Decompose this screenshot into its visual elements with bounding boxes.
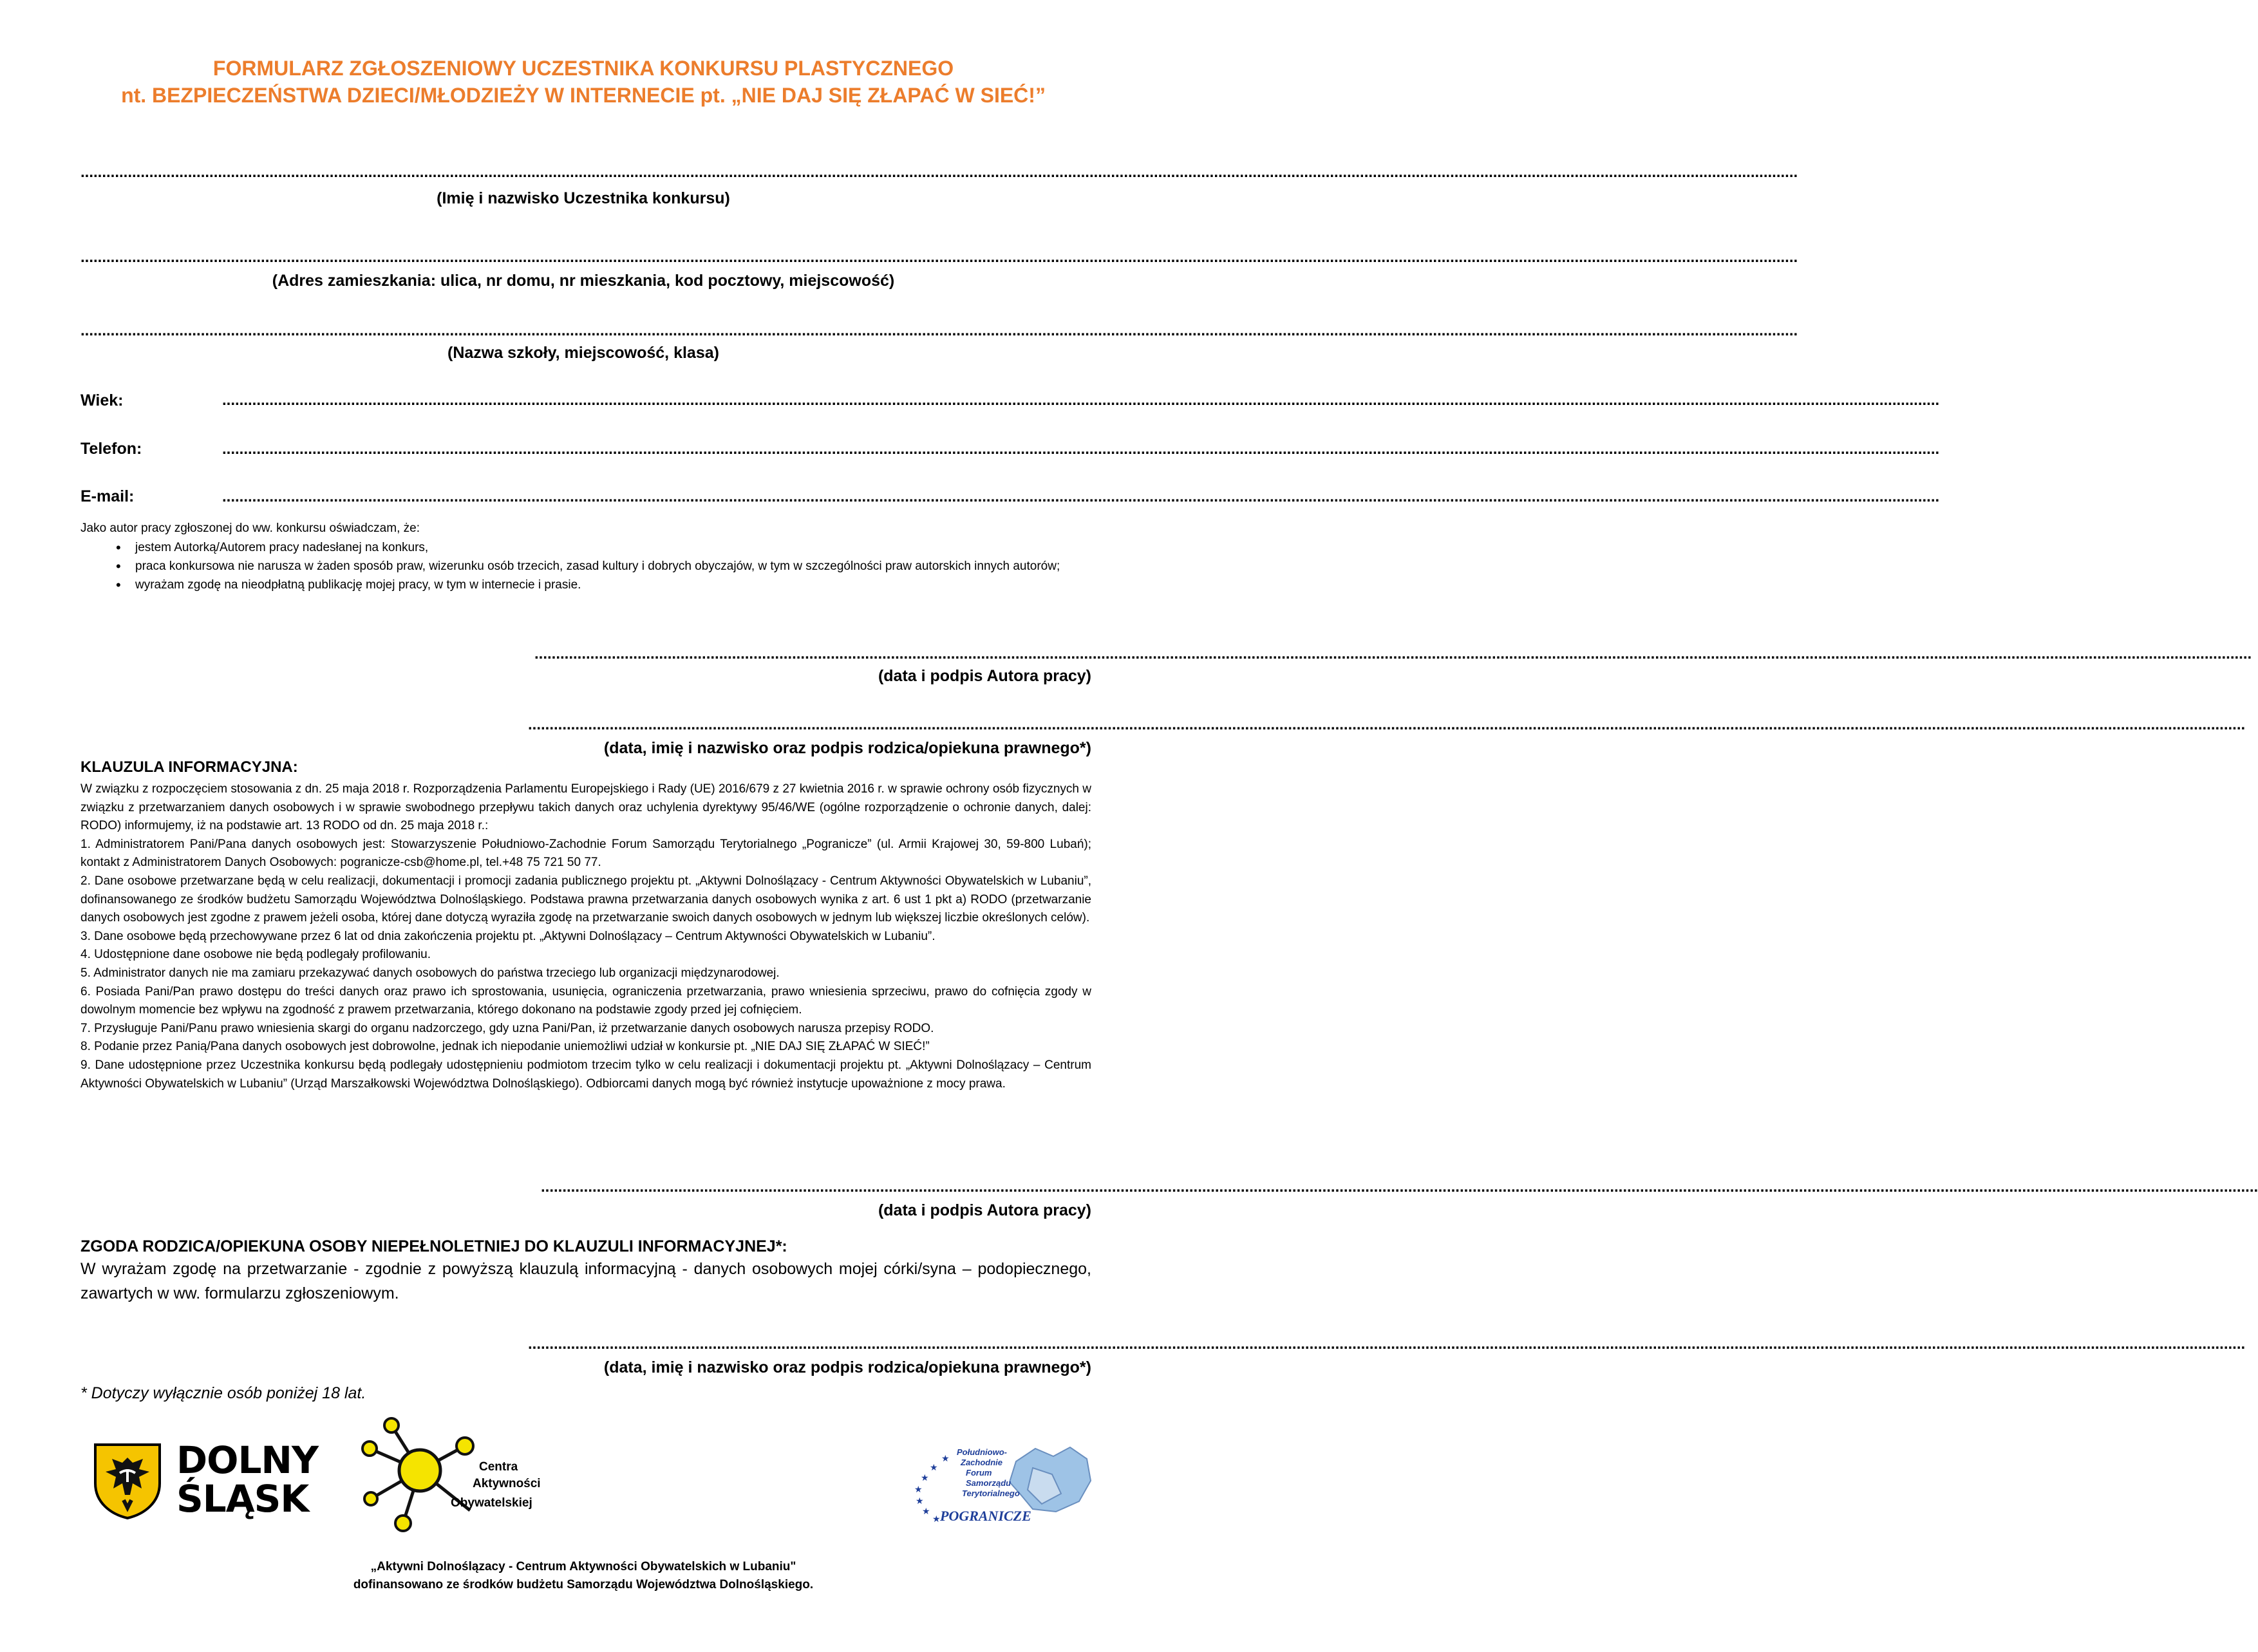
- klauzula-paragraph: W związku z rozpoczęciem stosowania z dn. 25 maja 2018 r. Rozporządzenia Parlamentu Europejskiego i Rady (UE) 2016/679 z 27 kwietnia 2016 r. w sprawie ochrony osób fizycznych w związku z przetwarzaniem danych osobowych i w sprawie swobodnego przepływu takich danych oraz uchylenia dyrektywy 95/46/WE (ogólne rozporządzenie o ochronie danych, dalej: RODO) informujemy, iż na podstawie art. 13 RODO od dn. 25 maja 2018 r.:: [80, 782, 1091, 833]
- pogranicze-text-1: Południowo-: [957, 1447, 1007, 1457]
- parent-signature-caption-2: (data, imię i nazwisko oraz podpis rodzica/opiekuna prawnego*): [603, 1358, 1091, 1376]
- form-title-line1: FORMULARZ ZGŁOSZENIOWY UCZESTNIKA KONKURSU PLASTYCZNEGO: [212, 57, 954, 80]
- klauzula-paragraph: 9. Dane udostępnione przez Uczestnika konkursu będą podlegały udostępnieniu podmiotom trzecim tylko w celu realizacji i dokumentacji projektu pt. „Aktywni Dolnoślązacy – Centrum Aktywności Obywatelskich w Lubaniu” (Urząd Marszałkowski Województwa Dolnośląskiego). Odbiorcami danych mogą być również instytucje upoważnione z mocy prawa.: [80, 1058, 1091, 1091]
- phone-label: Telefon:: [80, 440, 142, 458]
- svg-text:★: ★: [922, 1506, 930, 1516]
- dolny-slask-text-line2: ŚLĄSK: [176, 1477, 309, 1521]
- age-fill-line[interactable]: ................................................................................................................................................................................................................................................................................................................................................................................................................: [222, 391, 1940, 409]
- email-fill-line[interactable]: ................................................................................................................................................................................................................................................................................................................................................................................................................: [222, 488, 1940, 505]
- declaration-item: • wyrażam zgodę na nieodpłatną publikację mojej pracy, w tym w internecie i prasie.: [116, 576, 1091, 594]
- klauzula-body: [80, 780, 1091, 1093]
- klauzula-paragraph: 6. Posiada Pani/Pan prawo dostępu do treści danych oraz prawo ich sprostowania, usunięcia, ograniczenia przetwarzania, prawo wniesienia sprzeciwu, prawo do cofnięcia zgody w dowolnym momencie bez wpływu na zgodność z prawem przetwarzania, którego dokonano na podstawie zgody przed jej cofnięciem.: [80, 984, 1091, 1017]
- author-signature-line-2[interactable]: ................................................................................................................................................................................................................................................................................................................................................................................................................: [541, 1178, 2258, 1196]
- klauzula-paragraph: 7. Przysługuje Pani/Panu prawo wniesienia skargi do organu nadzorczego, gdy uzna Pani/Pan, iż przetwarzanie danych osobowych narusza przepisy RODO.: [80, 1021, 934, 1035]
- declaration-list: [116, 538, 1091, 594]
- parent-signature-line-2[interactable]: ................................................................................................................................................................................................................................................................................................................................................................................................................: [528, 1335, 2246, 1353]
- pogranicze-text-3: Forum: [966, 1468, 992, 1478]
- pogranicze-text-2: Zachodnie: [961, 1458, 1003, 1467]
- dolny-slask-text-line1: DOLNY: [176, 1438, 318, 1482]
- klauzula-paragraph: 3. Dane osobowe będą przechowywane przez 6 lat od dnia zakończenia projektu pt. „Aktywni Dolnoślązacy – Centrum Aktywności Obywatelskich w Lubaniu”.: [80, 929, 936, 943]
- email-label: E-mail:: [80, 487, 135, 505]
- pogranicze-text-4: Samorządu: [966, 1478, 1011, 1488]
- pogranicze-name: POGRANICZE: [940, 1508, 1031, 1524]
- footer-line2: dofinansowano ze środków budżetu Samorządu Województwa Dolnośląskiego.: [353, 1578, 814, 1591]
- footer-line1: „Aktywni Dolnoślązacy - Centrum Aktywności Obywatelskich w Lubaniu": [370, 1560, 796, 1573]
- author-signature-caption-2: (data i podpis Autora pracy): [878, 1201, 1091, 1219]
- svg-text:★: ★: [941, 1453, 950, 1463]
- name-caption: (Imię i nazwisko Uczestnika konkursu): [437, 189, 730, 207]
- form-title-line2: nt. BEZPIECZEŃSTWA DZIECI/MŁODZIEŻY W INTERNECIE pt. „NIE DAJ SIĘ ZŁAPAĆ W SIEĆ!”: [121, 84, 1046, 107]
- parent-signature-caption: (data, imię i nazwisko oraz podpis rodzica/opiekuna prawnego*): [603, 739, 1091, 757]
- svg-text:★: ★: [921, 1472, 929, 1483]
- klauzula-paragraph: 2. Dane osobowe przetwarzane będą w celu realizacji, dokumentacji i promocji zadania publicznego projektu pt. „Aktywni Dolnoślązacy - Centrum Aktywności Obywatelskich w Lubaniu”, dofinansowanego ze środków budżetu Samorządu Województwa Dolnośląskiego. Podstawa prawna przetwarzania danych osobowych wynika z art. 6 ust 1 pkt a) RODO (przetwarzanie danych osobowych jest zgodne z prawem jeżeli osoba, której dane dotyczą wyraziła zgodę na przetwarzanie swoich danych osobowych w jednym lub większej liczbie określonych celów).: [80, 874, 1091, 925]
- dolny-slask-coat-of-arms-icon: [94, 1443, 161, 1519]
- age-label: Wiek:: [80, 391, 124, 409]
- pogranicze-text-5: Terytorialnego: [962, 1488, 1020, 1498]
- address-fill-line[interactable]: ................................................................................................................................................................................................................................................................................................................................................................................................................: [80, 249, 1798, 266]
- svg-text:★: ★: [932, 1514, 941, 1524]
- consent-text: W wyrażam zgodę na przetwarzanie - zgodnie z powyższą klauzulą informacyjną - danych osobowych mojej córki/syna – podopiecznego, zawartych w ww. formularzu zgłoszeniowym.: [80, 1260, 1091, 1302]
- author-signature-caption: (data i podpis Autora pracy): [878, 667, 1091, 685]
- parent-signature-line[interactable]: ................................................................................................................................................................................................................................................................................................................................................................................................................: [528, 716, 2246, 733]
- phone-fill-line[interactable]: ................................................................................................................................................................................................................................................................................................................................................................................................................: [222, 440, 1940, 458]
- dolny-slask-logo: [94, 1438, 339, 1521]
- klauzula-paragraph: 1. Administratorem Pani/Pana danych osobowych jest: Stowarzyszenie Południowo-Zachodnie Forum Samorządu Terytorialnego „Pogranicze” (ul. Armii Krajowej 30, 59-800 Lubań); kontakt z Administratorem Danych Osobowych: pogranicze-csb@home.pl, tel.+48 75 721 50 77.: [80, 837, 1091, 870]
- cao-text-line2: Aktywności: [473, 1477, 541, 1490]
- cao-text-line1: Centra: [479, 1460, 518, 1474]
- school-fill-line[interactable]: ................................................................................................................................................................................................................................................................................................................................................................................................................: [80, 322, 1798, 339]
- declaration-item: • jestem Autorką/Autorem pracy nadesłanej na konkurs,: [116, 538, 1091, 557]
- klauzula-paragraph: 8. Podanie przez Panią/Pana danych osobowych jest dobrowolne, jednak ich niepodanie uniemożliwi udział w konkursie pt. „NIE DAJ SIĘ ZŁAPAĆ W SIEĆ!”: [80, 1040, 930, 1054]
- cao-logo: [361, 1414, 567, 1536]
- age-note: * Dotyczy wyłącznie osób poniżej 18 lat.: [80, 1384, 366, 1402]
- cao-text-line3: Obywatelskiej: [451, 1496, 532, 1510]
- consent-heading: ZGODA RODZICA/OPIEKUNA OSOBY NIEPEŁNOLETNIEJ DO KLAUZULI INFORMACYJNEJ*:: [80, 1237, 787, 1255]
- svg-text:★: ★: [914, 1484, 923, 1494]
- school-caption: (Nazwa szkoły, miejscowość, klasa): [447, 344, 719, 362]
- address-caption: (Adres zamieszkania: ulica, nr domu, nr mieszkania, kod pocztowy, miejscowość): [272, 272, 895, 290]
- svg-text:★: ★: [930, 1462, 938, 1472]
- pogranicze-logo: [907, 1442, 1100, 1532]
- klauzula-paragraph: 4. Udostępnione dane osobowe nie będą podlegały profilowaniu.: [80, 948, 431, 962]
- klauzula-paragraph: 5. Administrator danych nie ma zamiaru przekazywać danych osobowych do państwa trzeciego lub organizacji międzynarodowej.: [80, 966, 780, 980]
- klauzula-heading: KLAUZULA INFORMACYJNA:: [80, 758, 298, 776]
- declaration-item: • praca konkursowa nie narusza w żaden sposób praw, wizerunku osób trzecich, zasad kultury i dobrych obyczajów, w tym w szczególności praw autorskich innych autorów;: [116, 557, 1091, 576]
- author-signature-line[interactable]: ................................................................................................................................................................................................................................................................................................................................................................................................................: [534, 645, 2252, 662]
- declaration-intro: Jako autor pracy zgłoszonej do ww. konkursu oświadczam, że:: [80, 521, 420, 535]
- name-fill-line[interactable]: ................................................................................................................................................................................................................................................................................................................................................................................................................: [80, 164, 1798, 181]
- svg-text:★: ★: [916, 1496, 924, 1506]
- cao-network-icon: [361, 1414, 489, 1536]
